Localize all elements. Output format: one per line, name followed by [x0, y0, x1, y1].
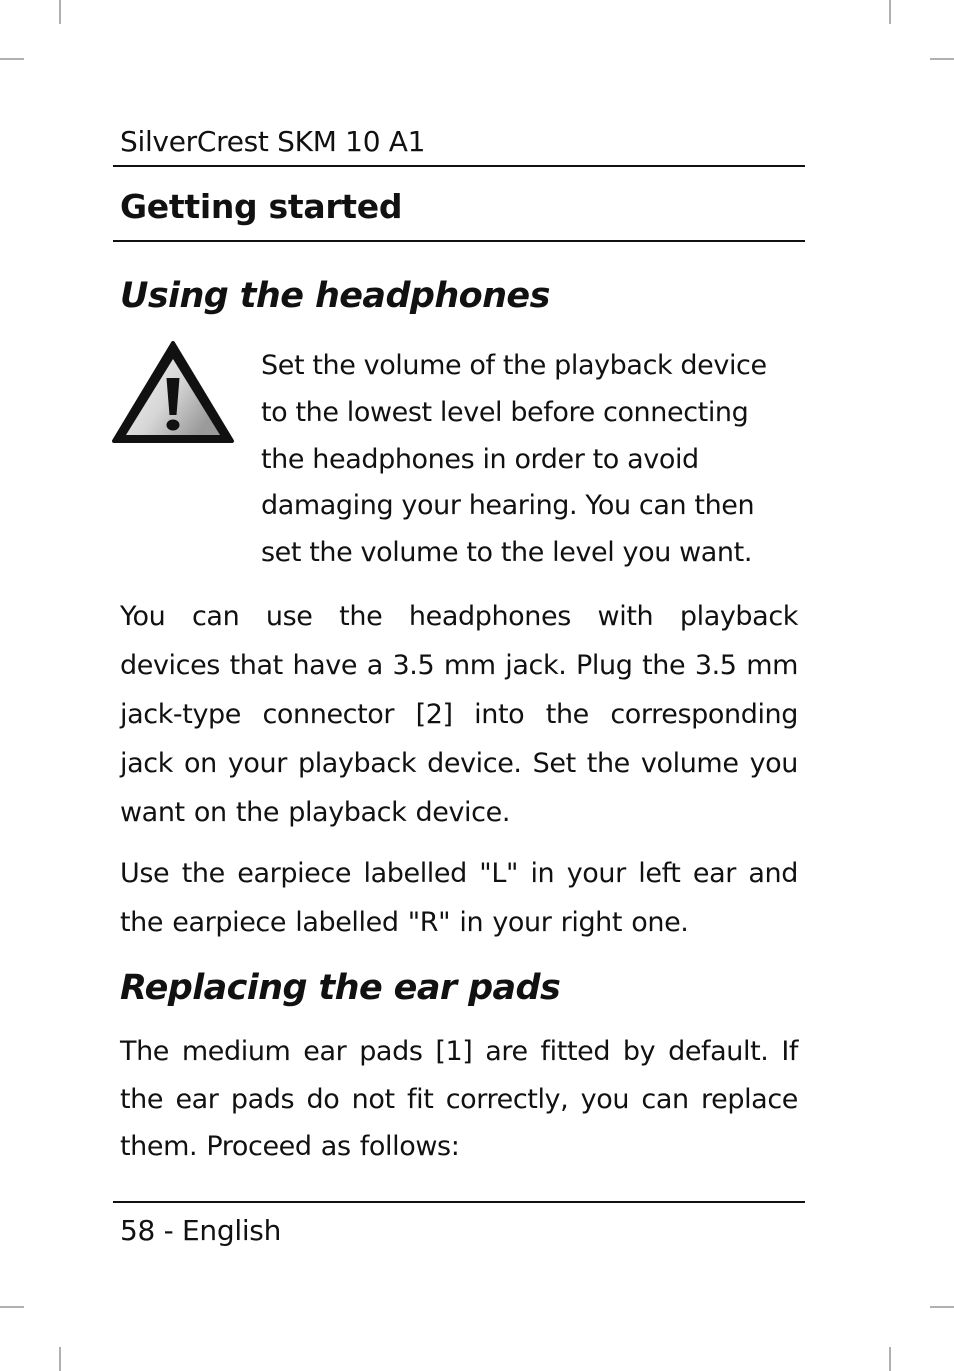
body-paragraph-earpieces: Use the earpiece labelled "L" in your left ear and the earpiece labelled "R" in your right one. — [120, 858, 798, 938]
crop-mark — [930, 58, 954, 60]
warning-line: set the volume to the level you want. — [261, 537, 753, 569]
crop-mark — [59, 0, 61, 24]
crop-mark — [0, 1306, 24, 1308]
warning-line: damaging your hearing. You can then — [261, 490, 755, 522]
warning-text — [261, 343, 781, 577]
crop-mark — [0, 58, 24, 60]
page-number: 58 - English — [120, 1214, 282, 1247]
section-rule — [113, 240, 805, 242]
crop-mark — [930, 1306, 954, 1308]
crop-mark — [889, 0, 891, 24]
body-paragraph-ear-pads: The medium ear pads [1] are fitted by default. If the ear pads do not fit correctly, you can replace them. Proceed as follows: — [120, 1036, 798, 1162]
section-title: Getting started — [120, 187, 403, 226]
subsection-title-ear-pads: Replacing the ear pads — [120, 968, 561, 1008]
running-header: SilverCrest SKM 10 A1 — [120, 125, 426, 158]
subsection-title-headphones: Using the headphones — [120, 276, 550, 316]
warning-line: the headphones in order to avoid — [261, 443, 699, 475]
body-paragraph-jack: You can use the headphones with playback devices that have a 3.5 mm jack. Plug the 3.5 mm jack-type connector [2] into the corresponding jack on your playback device. Set the volume you want on the playback device. — [120, 601, 798, 828]
crop-mark — [889, 1347, 891, 1371]
warning-line: to the lowest level before connecting — [261, 396, 749, 428]
warning-triangle-icon — [110, 340, 236, 446]
footer-rule — [113, 1201, 805, 1203]
header-rule — [113, 165, 805, 167]
warning-line: Set the volume of the playback device — [261, 350, 767, 381]
crop-mark — [59, 1347, 61, 1371]
